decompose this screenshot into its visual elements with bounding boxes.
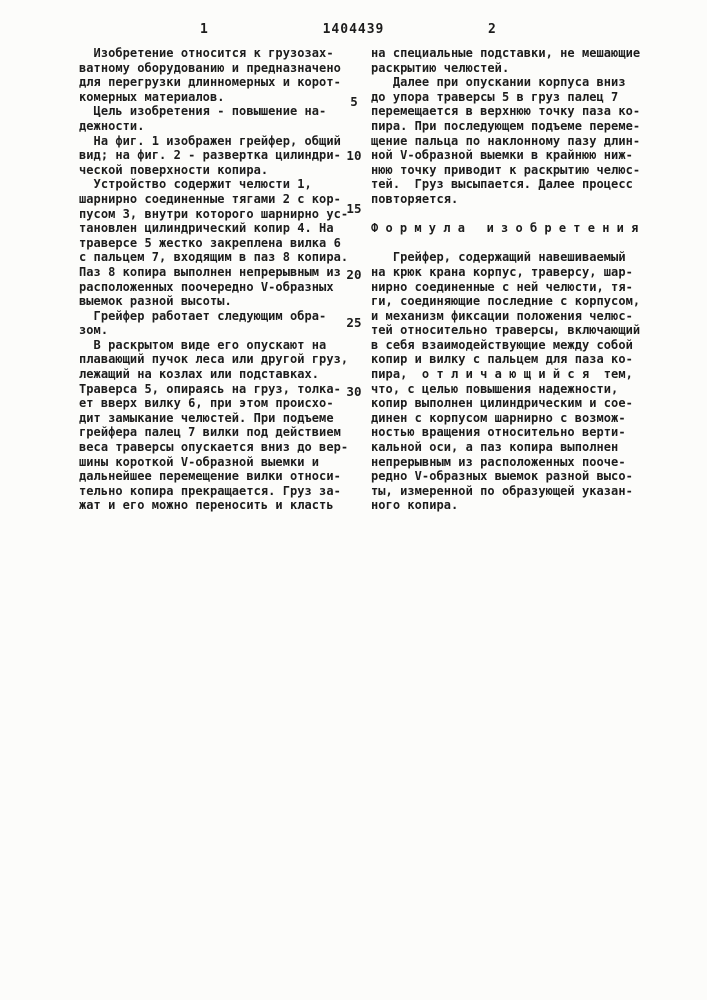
- text-line: в себя взаимодействующие между собой: [371, 337, 633, 352]
- text-line: что, с целью повышения надежности,: [371, 381, 619, 396]
- text-line: тей. Груз высыпается. Далее процесс: [371, 177, 633, 192]
- text-line: 25: [346, 315, 362, 330]
- text-line: ги, соединяющие последние с корпусом,: [371, 294, 641, 309]
- claims-heading: Ф о р м у л а и з о б р е т е н и я: [371, 221, 639, 236]
- text-line: На фиг. 1 изображен грейфер, общий: [79, 133, 341, 148]
- text-line: повторяется.: [371, 191, 459, 206]
- text-line: тановлен цилиндрический копир 4. На: [79, 221, 334, 236]
- text-line: для перегрузки длинномерных и корот-: [79, 75, 341, 90]
- text-line: жат и его можно переносить и класть: [79, 498, 334, 513]
- text-line: ватному оборудованию и предназначено: [79, 60, 341, 75]
- text-line: Цель изобретения - повышение на-: [79, 104, 327, 119]
- text-line: дальнейшее перемещение вилки относи-: [79, 469, 341, 484]
- text-line: тей относительно траверсы, включающий: [371, 323, 641, 338]
- text-line: лежащий на козлах или подставках.: [79, 367, 320, 382]
- text-line: раскрытию челюстей.: [371, 60, 510, 75]
- text-line: ческой поверхности копира.: [79, 162, 269, 177]
- text-line: копир и вилку с пальцем для паза ко-: [371, 352, 633, 367]
- text-line: пусом 3, внутри которого шарнирно ус-: [79, 206, 349, 221]
- text-line: 15: [346, 201, 362, 216]
- text-line: непрерывным из расположенных пооче-: [371, 454, 626, 469]
- text-line: траверсе 5 жестко закреплена вилка 6: [79, 235, 341, 250]
- text-line: выемок разной высоты.: [79, 294, 232, 309]
- text-line: пира, о т л и ч а ю щ и й с я тем,: [371, 367, 633, 382]
- text-line: Устройство содержит челюсти 1,: [79, 177, 312, 192]
- column-number-right: 2: [488, 22, 496, 37]
- text-line: Траверса 5, опираясь на груз, толка-: [79, 381, 341, 396]
- text-line: на крюк крана корпус, траверсу, шар-: [371, 264, 633, 279]
- text-line: редно V-образных выемок разной высо-: [371, 469, 633, 484]
- text-line: зом.: [79, 323, 109, 338]
- text-line: дит замыкание челюстей. При подъеме: [79, 410, 334, 425]
- patent-number: 1404439: [322, 22, 385, 37]
- text-line: дежности.: [79, 118, 145, 133]
- text-line: кальной оси, а паз копира выполнен: [371, 440, 619, 455]
- description-continuation-text: [371, 46, 651, 207]
- text-line: Грейфер работает следующим обра-: [79, 308, 327, 323]
- text-line: динен с корпусом шарнирно с возмож-: [371, 410, 626, 425]
- column-number-left: 1: [200, 22, 208, 37]
- right-text-column: [371, 46, 651, 513]
- text-line: пира. При последующем подъеме переме-: [371, 118, 641, 133]
- text-line: нюю точку приводит к раскрытию челюс-: [371, 162, 641, 177]
- text-line: 30: [346, 384, 362, 399]
- claim-text: [371, 250, 651, 513]
- text-line: ной V-образной выемки в крайнюю ниж-: [371, 148, 633, 163]
- text-line: ты, измеренной по образующей указан-: [371, 483, 633, 498]
- text-line: 10: [346, 148, 362, 163]
- text-line: перемещается в верхнюю точку паза ко-: [371, 104, 641, 119]
- text-line: комерных материалов.: [79, 89, 225, 104]
- text-line: Грейфер, содержащий навешиваемый: [371, 250, 626, 265]
- text-line: шарнирно соединенные тягами 2 с кор-: [79, 191, 341, 206]
- text-line: 5: [350, 94, 358, 109]
- text-line: копир выполнен цилиндрическим и сое-: [371, 396, 633, 411]
- text-line: Далее при опускании корпуса вниз: [371, 75, 626, 90]
- text-line: Паз 8 копира выполнен непрерывным из: [79, 264, 341, 279]
- text-line: щение пальца по наклонному пазу длин-: [371, 133, 641, 148]
- text-line: вид; на фиг. 2 - развертка цилиндри-: [79, 148, 341, 163]
- text-line: на специальные подставки, не мешающие: [371, 46, 641, 60]
- text-line: тельно копира прекращается. Груз за-: [79, 483, 341, 498]
- text-line: В раскрытом виде его опускают на: [79, 337, 327, 352]
- text-line: до упора траверсы 5 в груз палец 7: [371, 89, 619, 104]
- text-line: Изобретение относится к грузозах-: [79, 46, 334, 60]
- text-line: шины короткой V-образной выемки и: [79, 454, 320, 469]
- text-line: плавающий пучок леса или другой груз,: [79, 352, 349, 367]
- text-line: нирно соединенные с ней челюсти, тя-: [371, 279, 633, 294]
- text-line: ностью вращения относительно верти-: [371, 425, 626, 440]
- text-line: с пальцем 7, входящим в паз 8 копира.: [79, 250, 349, 265]
- left-text-column: [79, 46, 359, 513]
- text-line: расположенных поочередно V-образных: [79, 279, 334, 294]
- text-line: 20: [346, 267, 362, 282]
- text-line: ного копира.: [371, 498, 459, 513]
- text-line: ет вверх вилку 6, при этом происхо-: [79, 396, 334, 411]
- text-line: веса траверсы опускается вниз до вер-: [79, 440, 349, 455]
- text-line: и механизм фиксации положения челюс-: [371, 308, 633, 323]
- text-line: грейфера палец 7 вилки под действием: [79, 425, 341, 440]
